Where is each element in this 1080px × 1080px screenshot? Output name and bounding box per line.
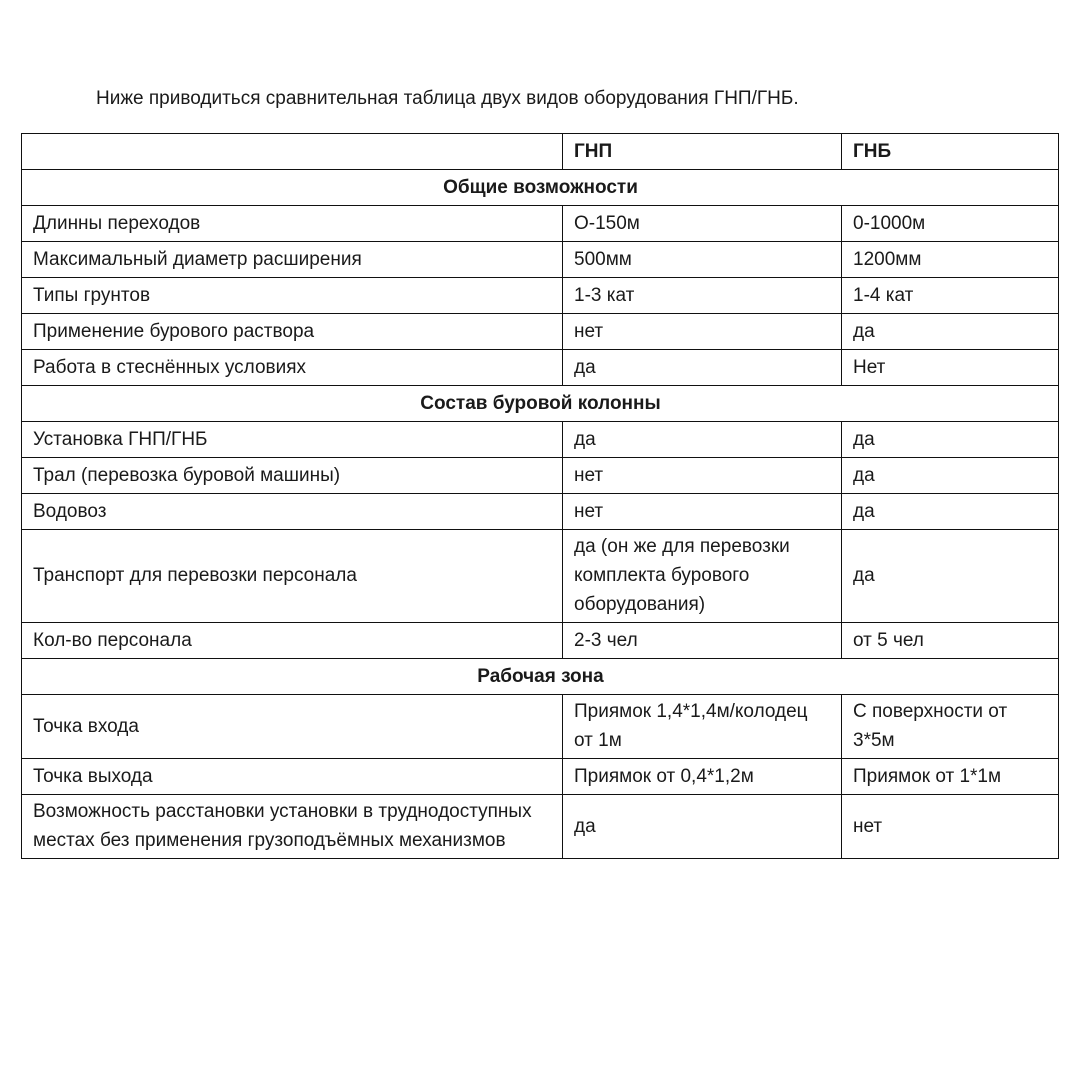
table-row — [22, 278, 1059, 314]
gnp-value: нет — [563, 458, 842, 494]
row-label: Транспорт для перевозки персонала — [22, 530, 563, 623]
gnp-value: Приямок от 0,4*1,2м — [563, 759, 842, 795]
table-row — [22, 314, 1059, 350]
gnp-value: 1-3 кат — [563, 278, 842, 314]
gnp-value: да — [563, 422, 842, 458]
gnp-value: 500мм — [563, 242, 842, 278]
table-row — [22, 242, 1059, 278]
table-row — [22, 623, 1059, 659]
row-label: Кол-во персонала — [22, 623, 563, 659]
gnp-value: нет — [563, 314, 842, 350]
header-cell-gnb: ГНБ — [842, 134, 1059, 170]
gnb-value: да — [842, 422, 1059, 458]
gnp-value: да (он же для перевозки комплекта бурового оборудования) — [563, 530, 842, 623]
row-label: Точка выхода — [22, 759, 563, 795]
gnp-value: да — [563, 795, 842, 859]
section-row — [22, 386, 1059, 422]
table-row — [22, 422, 1059, 458]
gnb-value: 1-4 кат — [842, 278, 1059, 314]
gnp-value: нет — [563, 494, 842, 530]
header-cell-gnp: ГНП — [563, 134, 842, 170]
section-row — [22, 659, 1059, 695]
table-row — [22, 458, 1059, 494]
header-row — [22, 134, 1059, 170]
table-row — [22, 759, 1059, 795]
table-row — [22, 530, 1059, 623]
section-title-general: Общие возможности — [22, 170, 1059, 206]
gnb-value: да — [842, 530, 1059, 623]
gnp-value: да — [563, 350, 842, 386]
gnb-value: 0-1000м — [842, 206, 1059, 242]
gnb-value: да — [842, 314, 1059, 350]
comparison-table — [21, 133, 1059, 859]
gnb-value: от 5 чел — [842, 623, 1059, 659]
table-row — [22, 494, 1059, 530]
gnb-value: да — [842, 494, 1059, 530]
gnp-value: Приямок 1,4*1,4м/колодец от 1м — [563, 695, 842, 759]
section-row — [22, 170, 1059, 206]
section-title-drill-column: Состав буровой колонны — [22, 386, 1059, 422]
gnb-value: Приямок от 1*1м — [842, 759, 1059, 795]
row-label: Максимальный диаметр расширения — [22, 242, 563, 278]
header-cell-empty — [22, 134, 563, 170]
row-label: Трал (перевозка буровой машины) — [22, 458, 563, 494]
gnb-value: Нет — [842, 350, 1059, 386]
row-label: Возможность расстановки установки в труднодоступных местах без применения грузоподъёмных механизмов — [22, 795, 563, 859]
gnb-value: С поверхности от 3*5м — [842, 695, 1059, 759]
gnb-value: да — [842, 458, 1059, 494]
gnb-value: 1200мм — [842, 242, 1059, 278]
row-label: Длинны переходов — [22, 206, 563, 242]
gnp-value: 2-3 чел — [563, 623, 842, 659]
table-row — [22, 350, 1059, 386]
row-label: Установка ГНП/ГНБ — [22, 422, 563, 458]
table-row — [22, 206, 1059, 242]
row-label: Типы грунтов — [22, 278, 563, 314]
intro-text: Ниже приводиться сравнительная таблица двух видов оборудования ГНП/ГНБ. — [96, 88, 799, 109]
section-title-work-zone: Рабочая зона — [22, 659, 1059, 695]
row-label: Водовоз — [22, 494, 563, 530]
gnb-value: нет — [842, 795, 1059, 859]
row-label: Применение бурового раствора — [22, 314, 563, 350]
table-row — [22, 795, 1059, 859]
row-label: Работа в стеснённых условиях — [22, 350, 563, 386]
gnp-value: О-150м — [563, 206, 842, 242]
table-row — [22, 695, 1059, 759]
row-label: Точка входа — [22, 695, 563, 759]
